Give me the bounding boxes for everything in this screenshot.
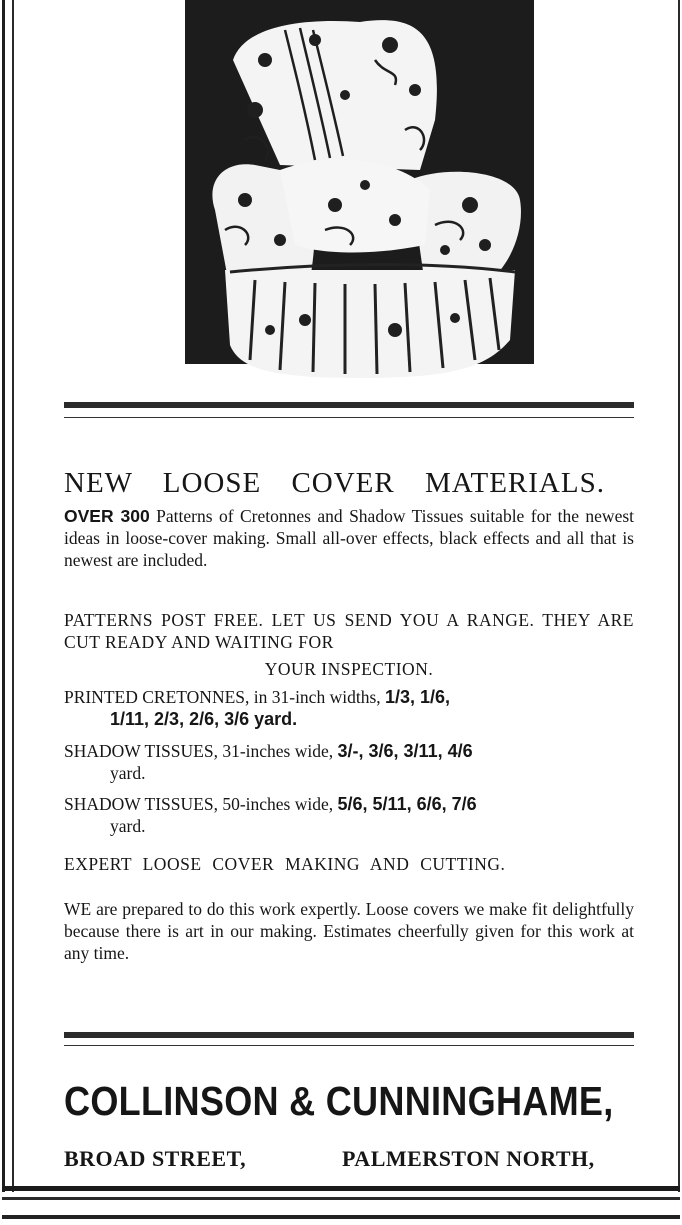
patterns-notice-line2: YOUR INSPECTION. [264, 659, 434, 679]
divider-top-thin [64, 417, 634, 418]
address-street: BROAD STREET, [64, 1146, 247, 1171]
armchair-illustration [185, 0, 534, 380]
intro-body: Patterns of Cretonnes and Shadow Tissues suitable for the newest ideas in loose-cover making. Small all-over effects, black effects and all that is newest are included. [64, 506, 635, 570]
price-row-shadow-50 [64, 793, 634, 837]
intro-lead: OVER 300 [64, 506, 150, 526]
divider-bottom-thick [64, 1032, 634, 1038]
address-town: PALMERSTON NORTH, [342, 1146, 595, 1171]
price-label: SHADOW TISSUES, 50-inches wide, [64, 794, 334, 814]
address-line [64, 1146, 634, 1172]
intro-paragraph [64, 505, 634, 571]
service-heading: EXPERT LOOSE COVER MAKING AND CUTTING. [64, 854, 506, 874]
bottom-border-outer [2, 1215, 680, 1219]
price-continuation: 1/11, 2/3, 2/6, 3/6 yard. [110, 709, 298, 729]
company-name: COLLINSON & CUNNINGHAME, [64, 1078, 614, 1124]
price-row-shadow-31 [64, 740, 634, 784]
price-label: PRINTED CRETONNES, in 31-inch widths, [64, 687, 381, 707]
right-border [678, 0, 680, 1192]
price-label: SHADOW TISSUES, 31-inches wide, [64, 741, 334, 761]
service-paragraph: WE are prepared to do this work expertly. Loose covers we make fit delightfully because there is art in our making. Estimates cheerfully given for this work at any time. [64, 899, 634, 963]
price-continuation: yard. [110, 763, 146, 783]
left-inner-border [12, 0, 14, 1192]
patterns-notice [64, 609, 634, 653]
divider-top-thick [64, 402, 634, 408]
patterns-notice-line1: PATTERNS POST FREE. LET US SEND YOU A RANGE. THEY ARE CUT READY AND WAITING FOR [64, 610, 634, 652]
headline: NEW LOOSE COVER MATERIALS. [64, 467, 605, 499]
price-values: 3/-, 3/6, 3/11, 4/6 [337, 741, 473, 761]
left-border [2, 0, 5, 1192]
bottom-border [2, 1186, 680, 1191]
price-values: 5/6, 5/11, 6/6, 7/6 [337, 794, 477, 814]
price-continuation: yard. [110, 816, 146, 836]
price-values: 1/3, 1/6, [385, 687, 451, 707]
price-row-cretonnes [64, 686, 634, 730]
bottom-border-inner [2, 1197, 680, 1200]
divider-bottom-thin [64, 1045, 634, 1046]
